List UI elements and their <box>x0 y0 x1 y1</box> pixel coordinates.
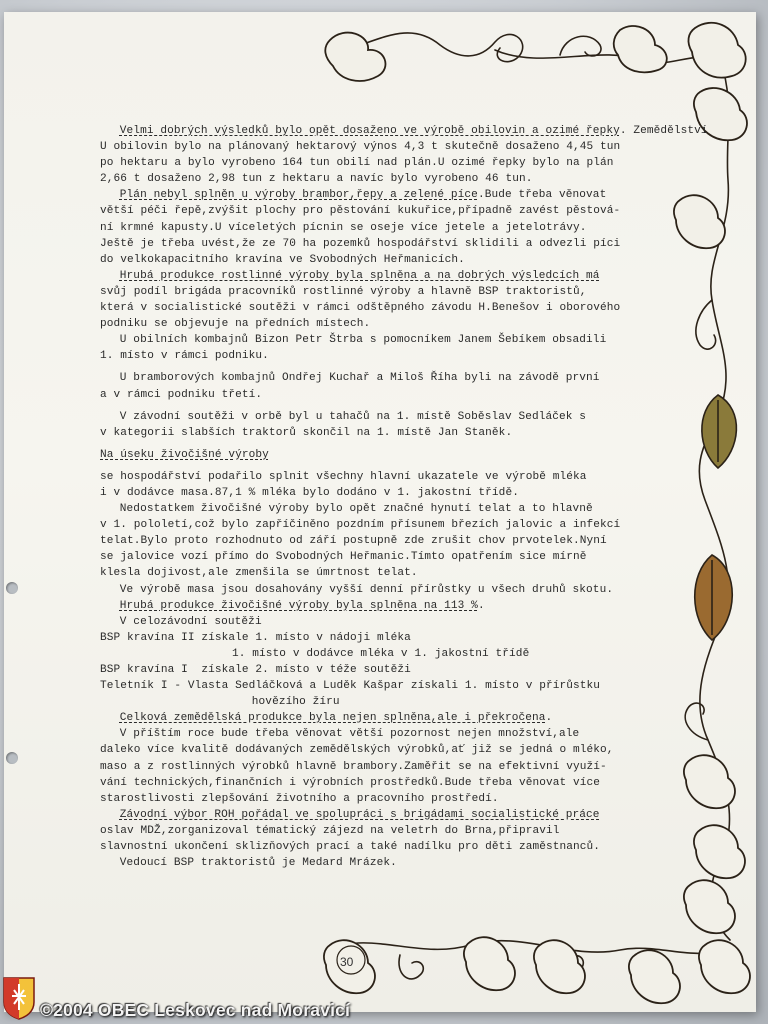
page-number: 30 <box>340 955 354 969</box>
text-line: maso a z rostlinných výrobků hlavně brambory.Zaměřit se na efektivní využí- <box>100 760 607 773</box>
text-line: V závodní soutěži v orbě byl u tahačů na 1. místě Soběslav Sedláček s <box>119 410 587 423</box>
text-line: se hospodářství podařilo splnit všechny hlavní ukazatele ve výrobě mléka <box>100 470 587 483</box>
text-line: i v dodávce masa.87,1 % mléka bylo dodáno v 1. jakostní třídě. <box>100 486 519 499</box>
text-line: Na úseku živočišné výroby <box>100 448 269 461</box>
text-line: do velkokapacitního kravína ve Svobodných Heřmanicích. <box>100 253 465 266</box>
copyright-watermark: ©2004 OBEC Leskovec nad Moravicí <box>40 1000 351 1020</box>
text-line: Nedostatkem živočišné výroby bylo opět značné hynutí telat a to hlavně <box>119 503 593 516</box>
text-line: Ještě je třeba uvést,že ze 70 ha pozemků hospodářství sklidili a odvezli píci <box>100 237 621 250</box>
text-line: slavnostní ukončení sklizňových prací a také nadílku pro děti zaměstnanců. <box>100 841 601 854</box>
text-line: U obilních kombajnů Bizon Petr Štrba s pomocníkem Janem Šebíkem obsadili <box>119 334 607 347</box>
text-line: Hrubá produkce živočišné výroby byla splněna na 113 %. <box>119 599 485 612</box>
text-line: 1. místo v rámci podniku. <box>100 350 269 363</box>
text-line: V příštím roce bude třeba věnovat větší pozornost nejen množství,ale <box>119 728 580 741</box>
text-line: U bramborových kombajnů Ondřej Kuchař a Miloš Říha byli na závodě první <box>119 372 600 385</box>
text-line: se jalovice vozí přímo do Svobodných Heřmanic.Tímto opatřením sice mírně <box>100 551 587 564</box>
text-line: daleko více kvalitě dodávaných zemědělských výrobků,ať již se jedná o mléko, <box>100 744 614 757</box>
text-line: BSP kravína I získale 2. místo v téže soutěži <box>100 664 411 676</box>
text-line: Teletník I - Vlasta Sedláčková a Luděk Kašpar získali 1. místo v přírůstku <box>100 680 601 693</box>
text-line: V celozávodní soutěži <box>119 615 262 628</box>
text-line: Plán nebyl splněn u výroby brambor,řepy a zelené píce.Bude třeba věnovat <box>119 189 607 202</box>
text-line: svůj podíl brigáda pracovníků rostlinné výroby a hlavně BSP traktoristů, <box>100 285 587 298</box>
text-line: a v rámci podniku třetí. <box>100 388 263 401</box>
village-coat-of-arms-icon <box>2 976 36 1020</box>
text-line: ní krmné kapusty.U víceletých pícnin se oseje více jetele a jetelotrávy. <box>100 221 587 234</box>
text-line: oslav MDŽ,zorganizoval tématický zájezd na veletrh do Brna,připravil <box>100 824 560 837</box>
text-line: větší péči řepě,zvýšit plochy pro pěstování kukuřice,případně zavést pěstová- <box>100 205 621 218</box>
text-line: v kategorii slabších traktorů skončil na 1. místě Jan Staněk. <box>100 426 513 439</box>
text-line: Hrubá produkce rostlinné výroby byla splněna a na dobrých výsledcích má <box>119 269 600 282</box>
typewritten-text <box>100 123 740 871</box>
text-line: starostlivosti zlepšování životního a pracovního prostředí. <box>100 792 499 805</box>
text-line: Ve výrobě masa jsou dosahovány vyšší denní přírůstky u všech druhů skotu. <box>119 583 614 596</box>
text-line: 2,66 t dosaženo 2,98 tun z hektaru a navíc bylo vyrobeno 46 tun. <box>100 173 533 186</box>
text-line: podniku se objevuje na předních místech. <box>100 318 371 331</box>
text-line: U obilovin bylo na plánovaný hektarový výnos 4,3 t skutečně dosaženo 4,45 tun <box>100 141 621 154</box>
text-line: Závodní výbor ROH pořádal ve spolupráci s brigádami socialistické práce <box>119 808 600 821</box>
text-line: Velmi dobrých výsledků bylo opět dosaženo ve výrobě obilovin a ozimé řepky. Zemědělství <box>119 125 708 137</box>
text-line: Celková zemědělská produkce byla nejen splněna,ale i překročena. <box>119 712 553 725</box>
text-line: Vedoucí BSP traktoristů je Medard Mrázek. <box>119 857 397 870</box>
text-line: BSP kravína II získale 1. místo v nádoji mléka <box>100 631 411 644</box>
text-line: hovězího žíru <box>251 696 340 709</box>
text-line: po hektaru a bylo vyrobeno 164 tun obilí nad plán.U ozimé řepky bylo na plán <box>100 157 614 170</box>
text-line: v 1. pololetí,což bylo zapříčiněno pozdním přísunem březích jalovic a infekcí <box>100 519 621 532</box>
text-line: která v socialistické soutěži v rámci odštěpného závodu H.Benešov i oborového <box>100 302 621 315</box>
text-line: vání technických,finančních i výrobních prostředků.Bude třeba věnovat více <box>100 776 601 789</box>
text-line: klesla dojivost,ale zmenšila se úmrtnost telat. <box>100 567 418 580</box>
text-line: telat.Bylo proto rozhodnuto od září postupně zde zrušit chov prvotelek.Nyní <box>100 535 607 548</box>
text-line: 1. místo v dodávce mléka v 1. jakostní třídě <box>232 647 530 660</box>
